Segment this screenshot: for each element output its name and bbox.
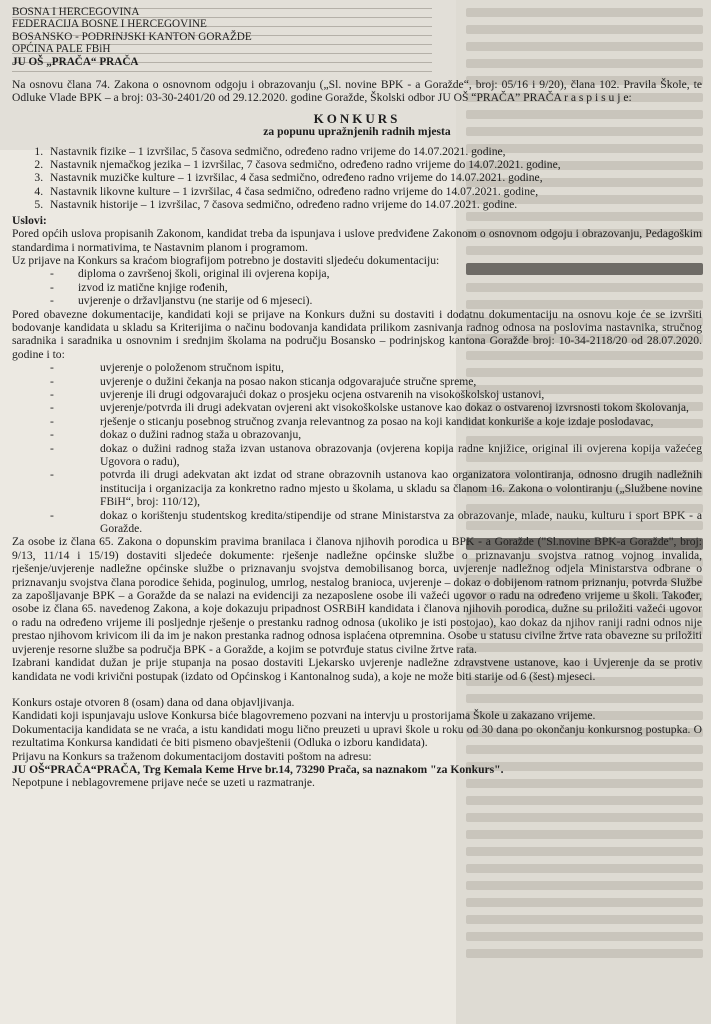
required-documents-list <box>12 267 702 307</box>
additional-document-item: - potvrda ili drugi adekvatan akt izdat od strane obrazovnih ustanova kao organizatora volontiranja, odnosno drugih nadležnih institucija i organizacija za konkretno radno mjesto u školama, u skladu sa članom 16. Zakona o volontiranju („Službene novine FBiH“, broj: 110/12), <box>50 468 702 508</box>
position-item: 4. Nastavnik likovne kulture – 1 izvršilac, 4 časa sedmično, određeno radno vrijeme do 14.07.2021. godine, <box>46 185 702 198</box>
documents-intro: Uz prijave na Konkurs sa kraćom biografijom potrebno je dostaviti sljedeću dokumentaciju: <box>12 253 440 267</box>
document-item: - diploma o završenoj školi, original ili ovjerena kopija, <box>50 267 702 280</box>
additional-document-item: - uvjerenje o dužini čekanja na posao nakon sticanja odgovarajuće stručne spreme, <box>50 375 702 388</box>
announcement-document <box>12 6 702 790</box>
document-subtitle: za popunu upražnjenih radnih mjesta <box>263 125 451 139</box>
closing-line: Prijavu na Konkurs sa traženom dokumentacijom dostaviti poštom na adresu: <box>12 749 372 763</box>
selected-candidate-paragraph: Izabrani kandidat dužan je prije stupanja na posao dostaviti Ljekarsko uvjerenje nadležne zdravstvene ustanove, kao i Uvjerenje da se protiv kandidata ne vodi krivični postupak (izdato od Općinskog i Kantonalnog suda), a koje ne može biti starije od 6 (šest) mjeseci. <box>12 656 702 683</box>
document-item: - izvod iz matične knjige rođenih, <box>50 281 702 294</box>
position-item: 3. Nastavnik muzičke kulture – 1 izvršilac, 4 časa sedmično, određeno radno vrijeme do 14.07.2021. godine, <box>46 171 702 184</box>
conditions-paragraph: Pored općih uslova propisanih Zakonom, kandidat treba da ispunjava i uslove predviđene Zakonom o osnovnom odgoju i obrazovanju, Pedagoškim standardima i normativima, te Nastavnim planom i programom. <box>12 227 702 254</box>
mailing-address: JU OŠ“PRAČA“PRAČA, Trg Kemala Keme Hrve br.14, 73290 Prača, sa naznakom "za Konkurs". <box>12 762 504 776</box>
institution-header <box>12 6 702 68</box>
header-line: FEDERACIJA BOSNE I HERCEGOVINE <box>12 18 207 31</box>
additional-document-item: - rješenje o sticanju posebnog stručnog zvanja relevantnog za posao na koji kandidat konkuriše a koje izdaje poslodavac, <box>50 415 702 428</box>
header-line: BOSANSKO - PODRINJSKI KANTON GORAŽDE <box>12 30 252 43</box>
additional-document-item: - uvjerenje/potvrda ili drugi adekvatan ovjereni akt visokoškolske ustanove kao dokaz o ostvarenoj izvrsnosti tokom školovanja, <box>50 401 702 414</box>
closing-line: Kandidati koji ispunjavaju uslove Konkursa biće blagovremeno pozvani na intervju u prostorijama Škole u zakazano vrijeme. <box>12 709 596 723</box>
position-item: 5. Nastavnik historije – 1 izvršilac, 7 časova sedmično, određeno radno vrijeme do 14.07.2021. godine. <box>46 198 702 211</box>
document-item: - uvjerenje o državljanstvu (ne starije od 6 mjeseci). <box>50 294 702 307</box>
additional-document-item: - dokaz o dužini radnog staža izvan ustanova obrazovanja (ovjerena kopija radne knjižice, original ili ovjerena kopija važećeg Ugovora o radu), <box>50 442 702 469</box>
school-name: JU OŠ „PRAČA“ PRAČA <box>12 55 139 68</box>
positions-list <box>12 145 702 212</box>
header-line: BOSNA I HERCEGOVINA <box>12 6 140 18</box>
additional-document-item: - uvjerenje o položenom stručnom ispitu, <box>50 361 702 374</box>
final-note: Nepotpune i neblagovremene prijave neće se uzeti u razmatranje. <box>12 776 315 790</box>
closing-line: Dokumentacija kandidata se ne vraća, a istu kandidati mogu lično preuzeti u upravi škole u roku od 30 dana po okončanju konkursnog postupka. O rezultatima Konkursa kandidati će biti pismeno obavještenii (Odluka o izboru kandidata). <box>12 722 702 750</box>
closing-line: Konkurs ostaje otvoren 8 (osam) dana od dana objavljivanja. <box>12 695 295 709</box>
additional-document-item: - uvjerenje ili drugi odgovarajući dokaz o prosjeku ocjena ostvarenih na visokoškolskoj ustanovi, <box>50 388 702 401</box>
veterans-paragraph: Za osobe iz člana 65. Zakona o dopunskim pravima branilaca i članova njihovih porodica u BPK - a Goražde ("Sl.novine BPK-a Goražde", broj: 9/13, 11/14 i 15/19) dostaviti sljedeće dokumente: rješenje nadležne općinske službe o priznavanju svojstva ratnog vojnog invalida, rješenje/uvjerenje nadležne općinske službe o priznavanju svojstva demobilisanog borca, uvjerenje nadležnog odjela Ministarstva odbrane o priznavanju svojstva člana porodice šehida, poginulog, umrlog, nestalog branioca, uvjerenje – dokaz o dobijenom ratnom priznanju, potvrda Službe za zapošljavanje BPK – a Goražde da se nalazi na evidenciji za nezaposlene osobe ili važeći ugovor o radu na određeno vrijeme u školi. Također, osobe iz člana 65. navedenog Zakona, a koje dokazuju pripadnost OSRBiH kandidata i članova njihovih porodica, dužne su priložiti važeći ugovor o radu na određeno vrijeme ili posljednje rješenje o prestanku radnog odnosa (ukoliko je isti postojao), kao dokaz da njihov raniji radni odnos nije prestao njihovom krivicom ili da im je nakon prestanka radnog odnosa isplaćena otpremnina. Osobe u statusu civilne žrtve rata obavezne su priložiti uvjerenje resorne službe sa područja BPK - a Goražde, a kojim se potvrđuje status civilne žrtve rata. <box>12 535 702 656</box>
additional-document-item: - dokaz o korištenju studentskog kredita/stipendije od strane Ministarstva za obrazovanje, mlade, nauku, kulturu i sport BPK - a Goražde. <box>50 509 702 536</box>
document-title: KONKURS <box>313 110 401 126</box>
header-line: OPĆINA PALE FBiH <box>12 43 111 56</box>
additional-documents-list <box>12 361 702 535</box>
position-item: 2. Nastavnik njemačkog jezika – 1 izvršilac, 7 časova sedmično, određeno radno vrijeme do 14.07.2021. godine, <box>46 158 702 171</box>
conditions-label: Uslovi: <box>12 213 47 227</box>
position-item: 1. Nastavnik fizike – 1 izvršilac, 5 časova sedmično, određeno radno vrijeme do 14.07.2021. godine, <box>46 145 702 158</box>
additional-documents-intro: Pored obavezne dokumentacije, kandidati koji se prijave na Konkurs dužni su dostaviti i dodatnu dokumentaciju na osnovu koje će se izvršiti bodovanje kandidata u skladu sa Kriterijima o načinu bodovanja kandidata prilikom zasnivanja radnog odnosa na poslovima nastavnika, stručnog saradnika i saradnika u osnovnim i srednjim školama na području Bosansko – podrinjskog kantona Goražde broj: 10-34-2118/20 od 28.07.2020. godine i to: <box>12 307 702 361</box>
intro-paragraph: Na osnovu člana 74. Zakona o osnovnom odgoju i obrazovanju („Sl. novine BPK - a Goražde“, broj: 05/16 i 9/20), člana 102. Pravila Škole, te Odluke Vlade BPK – a broj: 03-30-2401/20 od 29.12.2020. godine Goražde, Školski odbor JU OŠ “PRAČA” PRAČA r a s p i s u j e: <box>12 78 702 105</box>
additional-document-item: - dokaz o dužini radnog staža u obrazovanju, <box>50 428 702 441</box>
